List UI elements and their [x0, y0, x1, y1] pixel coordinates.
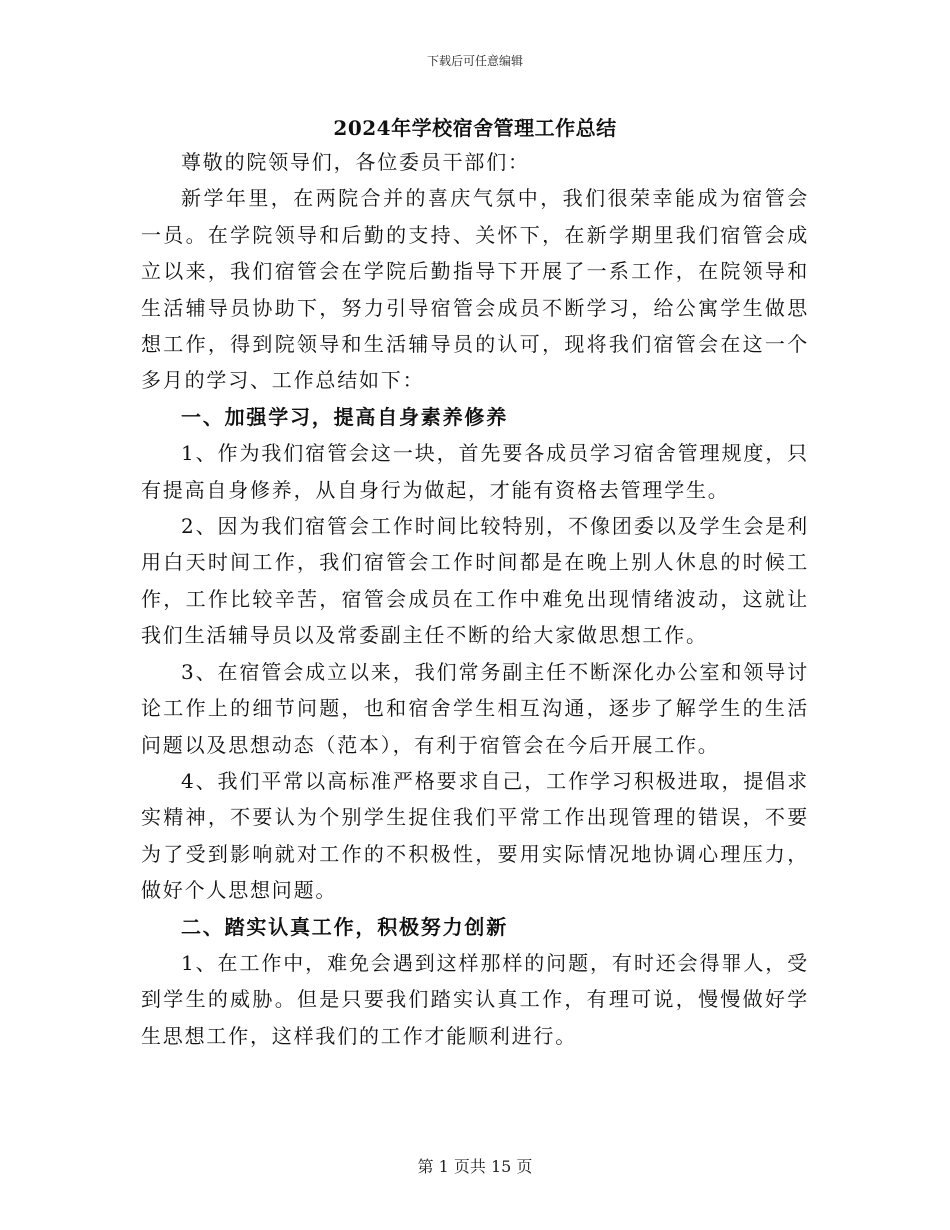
section-heading-2: 二、踏实认真工作，积极努力创新 [181, 914, 508, 939]
section-heading-1: 一、加强学习，提高自身素养修养 [181, 404, 508, 429]
document-body [141, 144, 809, 1054]
header-note: 下载后可任意编辑 [426, 54, 523, 68]
document-title: 2024年学校宿舍管理工作总结 [333, 116, 617, 140]
paragraph-1-1: 1、作为我们宿管会这一块，首先要各成员学习宿舍管理规度，只有提高自身修养，从自身行为做起，才能有资格去管理学生。 [141, 441, 809, 502]
salutation: 尊敬的院领导们，各位委员干部们： [181, 150, 530, 174]
paragraph-1-3: 3、在宿管会成立以来，我们常务副主任不断深化办公室和领导讨论工作上的细节问题，也和宿舍学生相互沟通，逐步了解学生的生活问题以及思想动态（范本），有利于宿管会在今后开展工作。 [141, 659, 809, 757]
intro-paragraph: 新学年里，在两院合并的喜庆气氛中，我们很荣幸能成为宿管会一员。在学院领导和后勤的支持、关怀下，在新学期里我们宿管会成立以来，我们宿管会在学院后勤指导下开展了一系工作，在院领导和生活辅导员协助下，努力引导宿管会成员不断学习，给公寓学生做思想工作，得到院领导和生活辅导员的认可，现将我们宿管会在这一个多月的学习、工作总结如下： [141, 186, 809, 393]
paragraph-1-4: 4、我们平常以高标准严格要求自己，工作学习积极进取，提倡求实精神，不要认为个别学生捉住我们平常工作出现管理的错误，不要为了受到影响就对工作的不积极性，要用实际情况地协调心理压力，做好个人思想问题。 [141, 768, 809, 903]
paragraph-1-2: 2、因为我们宿管会工作时间比较特别，不像团委以及学生会是利用白天时间工作，我们宿管会工作时间都是在晚上别人休息的时候工作，工作比较辛苦，宿管会成员在工作中难免出现情绪波动，这就让我们生活辅导员以及常委副主任不断的给大家做思想工作。 [141, 514, 809, 648]
paragraph-2-1: 1、在工作中，难免会遇到这样那样的问题，有时还会得罪人，受到学生的威胁。但是只要我们踏实认真工作，有理可说，慢慢做好学生思想工作，这样我们的工作才能顺利进行。 [141, 950, 809, 1048]
page-footer: 第 1 页共 15 页 [417, 1157, 533, 1176]
